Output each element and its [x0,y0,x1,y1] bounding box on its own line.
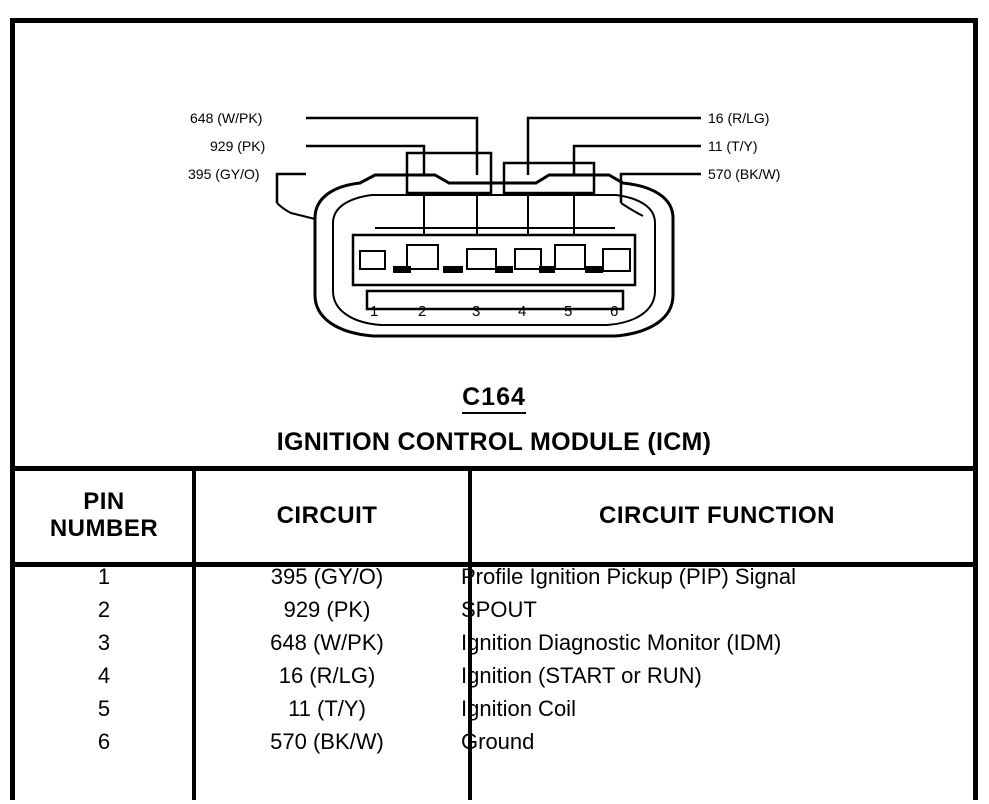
cell-function: Profile Ignition Pickup (PIP) Signal [461,563,797,589]
pin-shadow-d [539,266,555,273]
table-row [15,659,973,692]
pin-number-3: 3 [472,303,481,320]
connector-drawing [15,23,973,373]
cell-pin: 3 [97,629,111,655]
pin-block-outline [353,235,635,285]
pin-stem-1-lead [277,203,315,219]
pin-contact-2 [407,245,438,269]
leader-line-395 [277,174,306,203]
pin-contact-1 [360,251,385,269]
pin-contact-4 [515,249,541,269]
table-row [15,626,973,659]
cell-circuit: 395 (GY/O) [270,563,384,589]
column-header-pin-line1: PIN [83,488,125,516]
pin-shadow-c [495,266,513,273]
pin-number-4: 4 [518,303,527,320]
pin-number-1: 1 [370,303,379,320]
cell-circuit: 929 (PK) [283,596,371,622]
cell-pin: 1 [97,563,111,589]
cell-pin: 6 [97,728,111,754]
label-circuit-11: 11 (T/Y) [708,138,758,154]
terminal-box-right [504,163,594,193]
cell-function: Ground [461,728,535,754]
pin-block-lower-bar [367,291,623,309]
label-circuit-570: 570 (BK/W) [708,166,781,182]
cell-pin: 4 [97,662,111,688]
module-title: IGNITION CONTROL MODULE (ICM) [276,428,712,456]
table-header [15,472,973,560]
table-rule-top [15,466,973,471]
connector-id-text: C164 [462,383,526,414]
connector-outer-shell [315,175,673,336]
cell-circuit: 570 (BK/W) [270,728,384,754]
label-circuit-16: 16 (R/LG) [708,110,770,126]
pin-contact-5 [555,245,585,269]
cell-pin: 2 [97,596,111,622]
table-row [15,692,973,725]
label-circuit-395: 395 (GY/O) [188,166,260,182]
label-circuit-929: 929 (PK) [210,138,266,154]
pin-contact-6 [603,249,630,271]
pin-shadow-b [443,266,463,273]
column-header-pin-number [15,472,193,560]
table-body [15,560,973,758]
pin-number-5: 5 [564,303,573,320]
connector-inner-shell [333,195,655,325]
column-header-circuit-function: CIRCUIT FUNCTION [599,502,835,529]
cell-circuit: 648 (W/PK) [270,629,384,655]
terminal-box-left [407,153,491,193]
cell-function: SPOUT [461,596,537,622]
pin-number-2: 2 [418,303,427,320]
cell-function: Ignition Diagnostic Monitor (IDM) [461,629,782,655]
pin-shadow-a [393,266,411,273]
pin-stem-6-lead [621,203,643,216]
frame-border-right [973,18,978,800]
column-header-circuit: CIRCUIT [276,502,378,529]
column-header-pin-line2: NUMBER [49,515,159,542]
table-row [15,725,973,758]
pinout-table [15,472,973,758]
table-row [15,593,973,626]
cell-circuit: 11 (T/Y) [288,695,366,721]
label-circuit-648: 648 (W/PK) [190,110,263,126]
pin-shadow-e [585,266,603,273]
connector-diagram [15,23,973,463]
cell-function: Ignition Coil [461,695,576,721]
cell-function: Ignition (START or RUN) [461,662,702,688]
connector-id-title [15,383,973,412]
pin-contact-3 [467,249,496,269]
table-row [15,560,973,593]
cell-pin: 5 [97,695,111,721]
table-header-row [15,472,973,560]
cell-circuit: 16 (R/LG) [278,662,376,688]
pin-number-6: 6 [610,303,619,320]
